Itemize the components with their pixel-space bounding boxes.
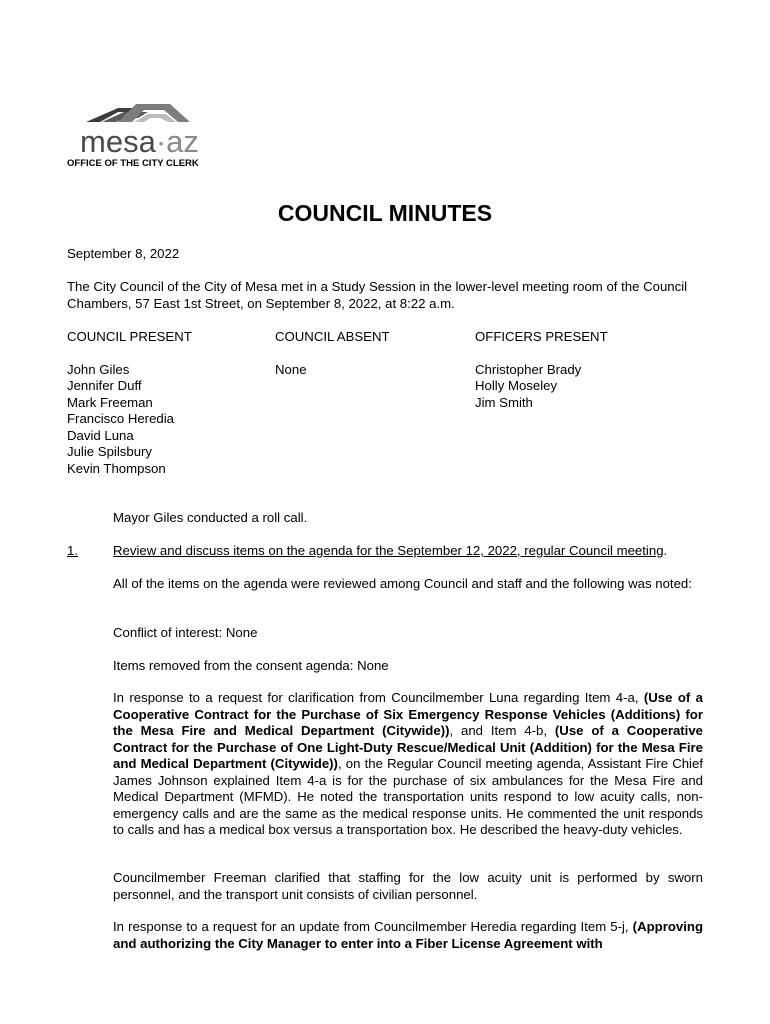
list-item: Francisco Heredia: [67, 411, 175, 426]
item-heading: Review and discuss items on the agenda for the September 12, 2022, regular Council meeting.: [113, 543, 668, 558]
list-item: Jennifer Duff: [67, 378, 142, 393]
officers-present-column: [475, 329, 608, 411]
item-number: 1.: [67, 543, 78, 558]
conflict-of-interest: Conflict of interest: None: [113, 625, 258, 640]
list-item: Jim Smith: [475, 394, 533, 410]
items-removed: Items removed from the consent agenda: None: [113, 658, 389, 673]
item-paragraph-6: In response to a request for an update from Councilmember Heredia regarding Item 5-j, (Approving and authorizing the City Manager to enter into a Fiber License Agreement with: [113, 919, 703, 951]
intro-paragraph: The City Council of the City of Mesa met in a Study Session in the lower-level meeting room of the Council Chambers, 57 East 1st Street, on September 8, 2022, at 8:22 a.m.: [67, 279, 688, 311]
office-label: OFFICE OF THE CITY CLERK: [67, 158, 199, 169]
item-paragraph-4: In response to a request for clarification from Councilmember Luna regarding Item 4-a, (Use of a Cooperative Contract for the Purchase of Six Emergency Response Vehicles (Additions) for the Mesa Fire and Medical Department (Citywide)), and Item 4-b, (Use of a Cooperative Contract for the Purchase of One Light-Duty Rescue/Medical Unit (Addition) for the Mesa Fire and Medical Department (Citywide)), on the Regular Council meeting agenda, Assistant Fire Chief James Johnson explained Item 4-a is for the purchase of six ambulances for the Mesa Fire and Medical Department (MFMD). He noted the transportation units respond to low acuity calls, non-emergency calls and are the same as the medical response units. He commented the unit responds to calls and has a medical box versus a transportation box. He described the heavy-duty vehicles.: [113, 690, 704, 837]
roll-call-text: Mayor Giles conducted a roll call.: [113, 510, 308, 525]
list-item: None: [275, 361, 307, 377]
meeting-date: September 8, 2022: [67, 246, 180, 261]
list-item: Julie Spilsbury: [67, 444, 153, 459]
officers-present-header: OFFICERS PRESENT: [475, 329, 608, 344]
item-paragraph-1: All of the items on the agenda were reviewed among Council and staff and the following was noted:: [113, 576, 692, 591]
item-paragraph-5: Councilmember Freeman clarified that staffing for the low acuity unit is performed by sworn personnel, and the transport unit consists of civilian personnel.: [113, 870, 703, 902]
list-item: Kevin Thompson: [67, 460, 166, 476]
mesa-az-logo-text: mesa·az: [80, 124, 199, 159]
list-item: Mark Freeman: [67, 394, 153, 410]
list-item: Holly Moseley: [475, 378, 558, 393]
list-item: John Giles: [67, 361, 130, 377]
council-absent-header: COUNCIL ABSENT: [275, 329, 390, 344]
council-present-column: [67, 329, 192, 477]
page-title: COUNCIL MINUTES: [277, 200, 493, 226]
list-item: Christopher Brady: [475, 361, 582, 377]
item-number-underline-gap: [67, 543, 113, 560]
list-item: David Luna: [67, 427, 134, 443]
council-present-header: COUNCIL PRESENT: [67, 329, 192, 344]
council-absent-column: [275, 329, 390, 378]
